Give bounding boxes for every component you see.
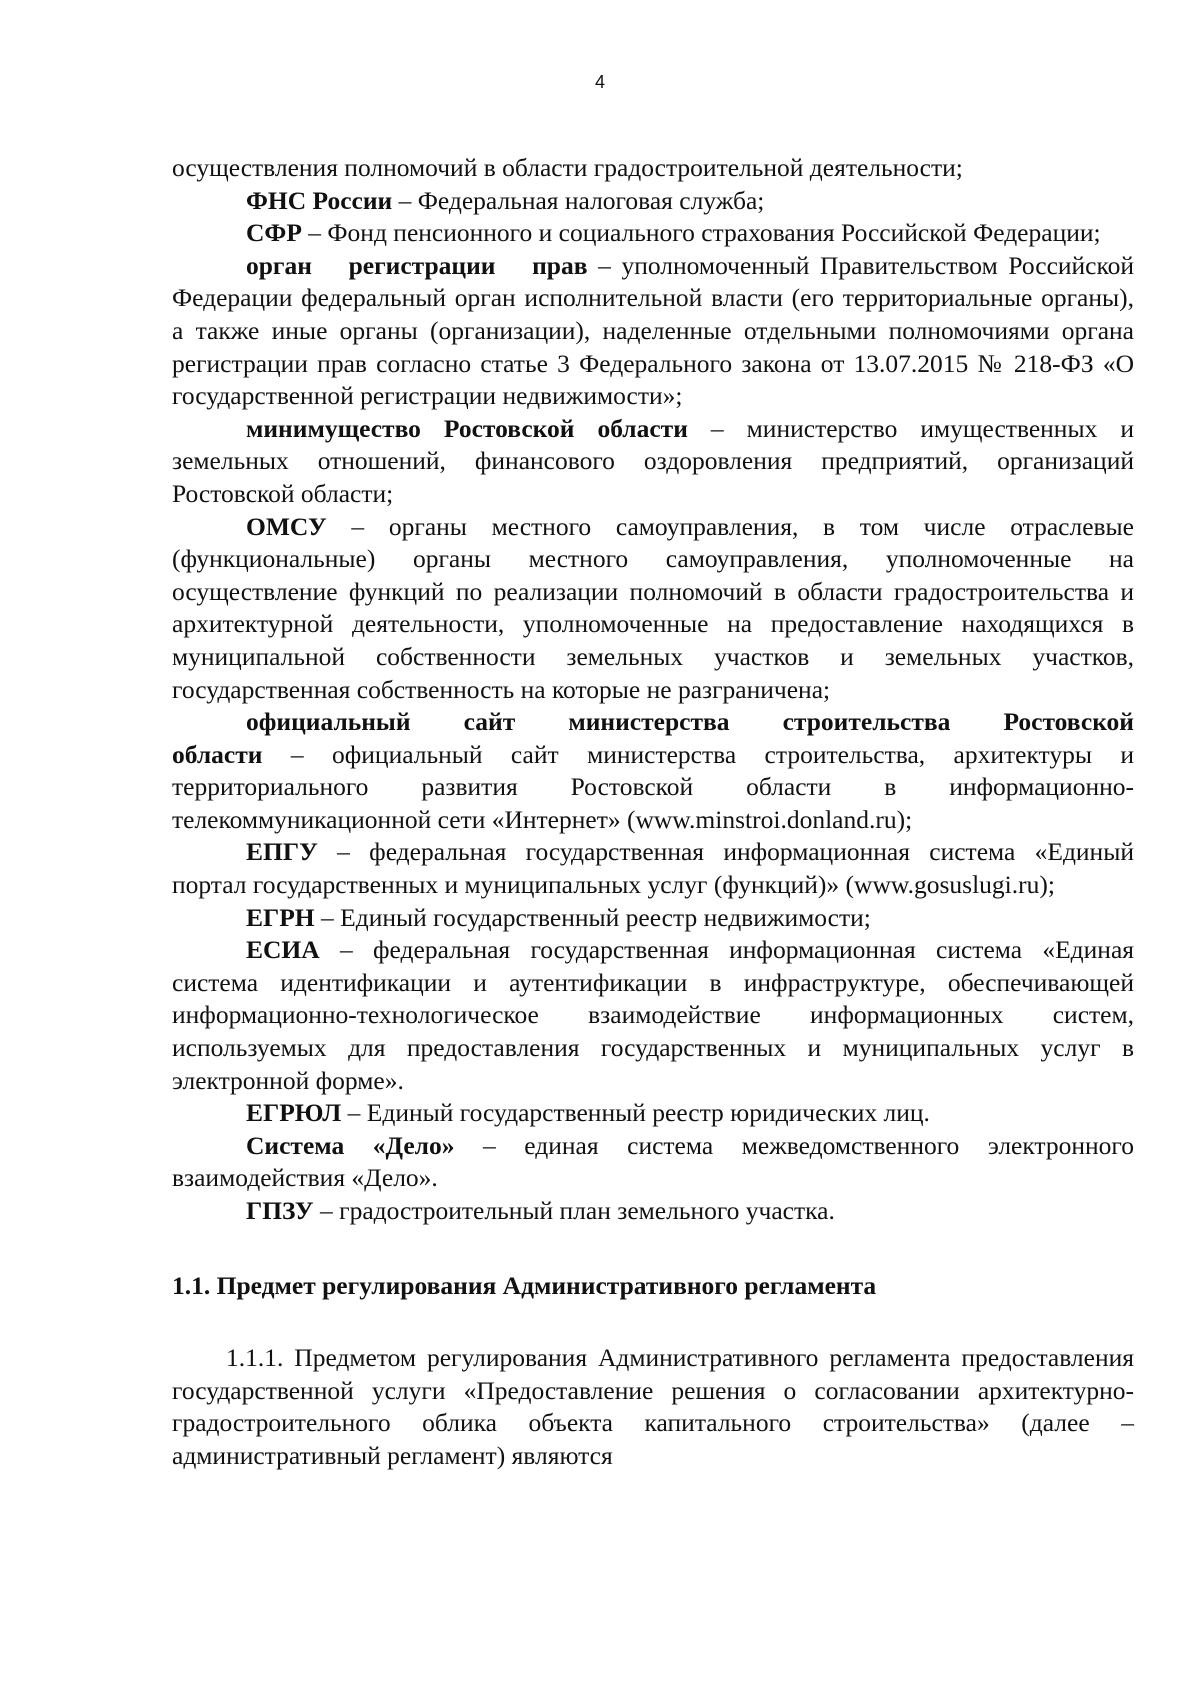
definition-egrn-text: – Единый государственный реестр недвижимости; [314,902,871,932]
definition-esia [172,934,1134,1097]
definition-epgu [172,836,1134,901]
document-body [172,152,1134,1473]
definition-esia-text: – федеральная государственная информационная система «Единая система идентификации и аутентификации в инфраструктуре, обеспечивающей информационно-технологическое взаимодействие информационных систем, используемых для предоставления государственных и муниципальных услуг в электронной форме». [172,935,1134,1095]
term-official-site: официальный сайт министерства строительства Ростовской области [172,707,1134,769]
definition-fns-text: – Федеральная налоговая служба; [392,185,765,215]
term-egryul: ЕГРЮЛ [246,1098,342,1128]
term-esia: ЕСИА [246,935,320,965]
paragraph-continuation: осуществления полномочий в области градостроительной деятельности; [172,153,963,182]
definition-sfr-text: – Фонд пенсионного и социального страхования Российской Федерации; [301,218,1101,248]
definition-egryul [172,1097,1134,1130]
term-fns: ФНС России [246,185,393,215]
definition-fns [172,185,1134,218]
term-sfr: СФР [246,218,302,248]
definition-egrn [172,902,1134,935]
term-minimushchestvo: минимущество Ростовской области [246,413,688,443]
term-omsu: ОМСУ [246,511,327,541]
term-gpzu: ГПЗУ [246,1196,314,1225]
term-egrn: ЕГРН [246,902,315,932]
definition-registration-body-text: – уполномоченный Правительством Российской Федерации федеральный орган исполнительной власти (его территориальные органы), а также иные органы (организации), наделенные отдельными полномочиями органа регистрации прав согласно статье 3 Федерального закона от 13.07.2015 № 218-ФЗ «О государственной регистрации недвижимости»; [172,250,1134,411]
definition-epgu-text: – федеральная государственная информационная система «Единый портал государственных и муниципальных услуг (функций)» (www.gosuslugi.ru); [172,837,1134,900]
definition-official-site-text: – официальный сайт министерства строительства, архитектуры и территориального развития Ростовской области в информационно-телекоммуникационной сети «Интернет» (www.minstroi.donland.ru); [172,739,1134,834]
section-heading: 1.1. Предмет регулирования Административного регламента [172,1270,877,1300]
definition-delo-text: – единая система межведомственного электронного взаимодействия «Дело». [172,1130,1134,1193]
definition-omsu [172,511,1134,707]
term-epgu: ЕПГУ [246,837,318,867]
definition-minimushchestvo [172,413,1134,511]
definition-minimushchestvo-text: – министерство имущественных и земельных отношений, финансового оздоровления предприятий, организаций Ростовской области; [172,413,1134,508]
term-delo: Система «Дело» [246,1130,455,1160]
term-registration-body: орган регистрации прав [246,250,588,280]
definition-gpzu [172,1195,1134,1228]
definition-official-site [172,706,1134,836]
definition-sfr [172,217,1134,250]
definition-registration-body [172,250,1134,413]
definition-omsu-text: – органы местного самоуправления, в том числе отраслевые (функциональные) органы местного самоуправления, уполномоченные на осуществление функций по реализации полномочий в области градостроительства и архитектурной деятельности, уполномоченные на предоставление находящихся в муниципальной собственности земельных участков и земельных участков, государственная собственность на которые не разграничена; [172,511,1134,704]
definition-delo [172,1130,1134,1195]
definition-gpzu-text: – градостроительный план земельного участка. [313,1196,835,1225]
section-item-1-1-1: 1.1.1. Предметом регулирования Административного регламента предоставления государственной услуги «Предоставление решения о согласовании архитектурно-градостроительного облика объекта капитального строительства» (далее – административный регламент) являются [172,1343,1134,1470]
definition-egryul-text: – Единый государственный реестр юридических лиц. [341,1098,930,1128]
page-number: 4 [594,72,605,92]
